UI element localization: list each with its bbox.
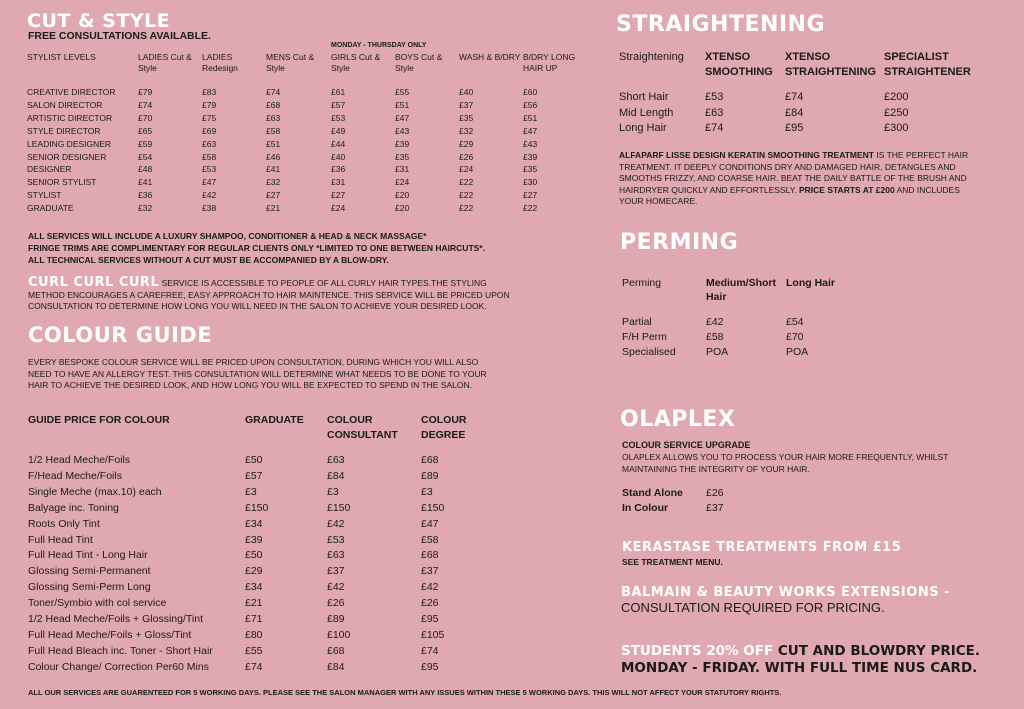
colour-guide-price-cell: £37 [421,565,439,578]
cut-style-price-cell: £58 [202,151,217,162]
cut-style-price-cell: £42 [202,190,217,201]
colour-guide-price-cell: £150 [327,501,351,514]
colour-guide-price-cell: £80 [245,628,263,641]
cut-style-price-cell: £38 [202,203,217,214]
colour-guide-row [28,644,488,660]
straightening-row-label: Mid Length [619,106,674,119]
colour-guide-price-cell: £34 [245,517,263,530]
colour-guide-price-cell: £34 [245,581,263,594]
cut-style-price-cell: £35 [395,151,410,162]
colour-guide-row [28,533,488,549]
cut-style-price-cell: £29 [459,138,474,149]
cut-style-row [27,99,587,112]
perming-table [622,276,842,360]
colour-header-row [28,413,488,453]
cut-style-price-cell: £79 [202,99,217,110]
cut-style-price-cell: £31 [395,164,410,175]
straightening-table [619,50,979,137]
straightening-price-cell: £300 [884,122,909,134]
straightening-price-cell: £53 [705,91,724,103]
colour-guide-price-cell: £39 [245,533,263,546]
cut-style-title: CUT & STYLE [27,10,171,32]
colour-guide-row [28,548,488,564]
cut-style-price-cell: £57 [331,99,346,110]
cut-style-row [27,86,587,99]
straightening-price-cell: £74 [705,122,724,134]
perming-price-cell: £54 [786,316,804,328]
extensions-sub: CONSULTATION REQUIRED FOR PRICING. [621,600,885,615]
colour-guide-price-cell: £42 [421,581,439,594]
perming-price-cell: £58 [706,331,724,343]
cut-style-price-cell: £22 [459,203,474,214]
colour-guide-price-cell: £84 [327,469,345,482]
cut-style-price-cell: £51 [395,99,410,110]
cut-style-price-cell: £74 [138,99,153,110]
cut-style-price-cell: £22 [523,203,538,214]
students-discount: STUDENTS 20% OFF [621,643,774,659]
colour-guide-row [28,628,488,644]
colour-guide-price-cell: £74 [421,644,439,657]
weekday-note: MONDAY - THURSDAY ONLY [331,42,427,49]
perming-header-row [622,276,842,315]
perming-title: PERMING [620,230,739,255]
perming-price-cell: POA [706,346,729,358]
olaplex-price-cell: £26 [706,487,724,499]
colour-guide-price-cell: £95 [421,613,439,626]
cut-style-price-cell: £20 [395,190,410,201]
cut-style-price-cell: £79 [138,87,153,97]
cut-style-row [27,176,587,189]
note-line: ALL SERVICES WILL INCLUDE A LUXURY SHAMPOO, CONDITIONER & HEAD & NECK MASSAGE* [28,231,427,241]
colour-guide-price-cell: £3 [327,485,339,498]
colour-guide-price-cell: £42 [327,581,345,594]
colour-guide-row-label: Full Head Tint [28,533,93,546]
cut-style-row-label: SENIOR STYLIST [27,177,97,188]
cut-style-price-cell: £41 [138,177,153,188]
header-medium-short: Medium/Short Hair [706,277,776,303]
kerastase-title: KERASTASE TREATMENTS FROM £15 [622,540,902,555]
cut-style-price-cell: £35 [459,112,474,123]
olaplex-text: OLAPLEX ALLOWS YOU TO PROCESS YOUR HAIR MORE FREQUENTLY, WHILST MAINTAINING THE INTEGRITY OF YOUR HAIR. [622,452,949,474]
cut-style-price-cell: £60 [523,87,538,97]
cut-style-price-cell: £22 [459,190,474,201]
cut-style-row-label: STYLIST [27,190,62,201]
straightening-price-cell: £200 [884,91,909,103]
colour-guide-price-cell: £21 [245,597,263,610]
extensions-title: BALMAIN & BEAUTY WORKS EXTENSIONS - [621,585,950,600]
straightening-row [619,90,979,106]
olaplex-row [622,501,746,516]
cut-style-header-row [27,52,587,86]
curl-text: SERVICE IS ACCESSIBLE TO PEOPLE OF ALL CURLY HAIR TYPES.THE STYLING METHOD ENCOURAGES A CAREFREE, EASY APPROACH TO HAIR MAINTENCE. THIS SERVICE WILL BE PRICED UPON CONSULTATION TO DETERMINE HOW LONG YOU WILL NEED IN THE SALON TO ACHIEVE YOUR DESIRED LOOK. [28,278,510,311]
header-ladies-redesign: LADIES Redesign [202,52,238,73]
colour-guide-price-cell: £58 [421,533,439,546]
colour-guide-row-label: Full Head Meche/Foils + Gloss/Tint [28,628,192,641]
cut-style-row-label: STYLE DIRECTOR [27,125,101,136]
colour-guide-row-label: Full Head Tint - Long Hair [28,549,148,562]
perming-price-cell: £42 [706,316,724,328]
cut-style-price-cell: £27 [523,190,538,201]
cut-style-price-cell: £56 [523,99,538,110]
colour-guide-table [28,413,488,676]
colour-guide-row [28,485,488,501]
cut-style-price-cell: £32 [266,177,281,188]
cut-style-price-cell: £31 [331,177,346,188]
colour-guide-price-cell: £74 [245,660,263,673]
keratin-title: ALFAPARF LISSE DESIGN KERATIN SMOOTHING TREATMENT [619,150,874,160]
header-girls-cut: GIRLS Cut & Style [331,52,381,73]
colour-guide-row [28,596,488,612]
colour-guide-price-cell: £37 [327,565,345,578]
cut-style-price-cell: £59 [138,138,153,149]
colour-guide-price-cell: £57 [245,469,263,482]
colour-guide-price-cell: £63 [327,454,345,466]
cut-style-subtitle: FREE CONSULTATIONS AVAILABLE. [28,30,211,42]
olaplex-price-cell: £37 [706,502,724,514]
cut-style-price-cell: £26 [459,151,474,162]
cut-style-price-cell: £49 [331,125,346,136]
straightening-row-label: Short Hair [619,91,669,103]
cut-style-price-cell: £27 [331,190,346,201]
colour-guide-price-cell: £95 [421,660,439,673]
cut-style-price-cell: £63 [202,138,217,149]
cut-style-price-cell: £53 [331,112,346,123]
colour-guide-price-cell: £53 [327,533,345,546]
cut-style-row-label: DESIGNER [27,164,72,175]
cut-style-price-cell: £35 [523,164,538,175]
perming-row [622,315,842,330]
colour-guide-price-cell: £68 [327,644,345,657]
colour-guide-price-cell: £3 [421,485,433,498]
cut-style-price-cell: £75 [202,112,217,123]
colour-guide-price-cell: £50 [245,454,263,466]
header-ladies-cut: LADIES Cut & Style [138,52,192,73]
cut-style-row [27,151,587,164]
colour-guide-row-label: 1/2 Head Meche/Foils [28,454,131,466]
cut-style-row [27,112,587,125]
colour-guide-row-label: Colour Change/ Correction Per60 Mins [28,660,209,673]
colour-guide-row-label: 1/2 Head Meche/Foils + Glossing/Tint [28,613,203,626]
header-specialist: SPECIALIST STRAIGHTENER [884,51,971,78]
colour-guide-price-cell: £3 [245,485,257,498]
colour-guide-price-cell: £68 [421,549,439,562]
straightening-price-cell: £250 [884,106,909,119]
header-colour-degree: COLOUR DEGREE [421,414,467,441]
perming-price-cell: £70 [786,331,804,343]
students-service: CUT AND BLOWDRY PRICE. [777,643,981,659]
colour-guide-title: COLOUR GUIDE [28,323,213,347]
cut-style-price-cell: £61 [331,87,346,97]
cut-style-price-cell: £43 [395,125,410,136]
cut-style-price-cell: £53 [202,164,217,175]
keratin-price: PRICE STARTS AT £200 [798,184,895,195]
colour-guide-row [28,501,488,517]
olaplex-table [622,486,746,516]
header-bdry-long: B/DRY LONG HAIR UP [523,52,576,73]
header-straightening: Straightening [619,51,684,63]
cut-style-price-cell: £65 [138,125,153,136]
students-line-1 [621,643,980,660]
cut-style-price-cell: £68 [266,99,281,110]
cut-style-row-label: SALON DIRECTOR [27,99,103,110]
cut-style-table [27,52,587,215]
cut-style-price-cell: £41 [266,164,281,175]
cut-style-price-cell: £69 [202,125,217,136]
perming-row-label: Partial [622,316,652,328]
header-mens-cut: MENS Cut & Style [266,52,315,73]
cut-style-price-cell: £32 [138,203,153,214]
cut-style-row [27,202,587,215]
colour-guide-price-cell: £26 [421,597,439,610]
colour-guide-price-cell: £55 [245,644,263,657]
header-xtenso-smoothing: XTENSO SMOOTHING [705,51,773,78]
colour-guide-row [28,660,488,676]
olaplex-subtitle: COLOUR SERVICE UPGRADE [622,440,751,450]
header-stylist-levels: STYLIST LEVELS [27,52,96,62]
curl-title: CURL CURL CURL [28,275,160,290]
colour-guide-price-cell: £84 [327,660,345,673]
perming-row-label: F/H Perm [622,331,667,343]
cut-style-price-cell: £37 [459,99,474,110]
cut-style-price-cell: £48 [138,164,153,175]
colour-guide-row-label: Full Head Bleach inc. Toner - Short Hair [28,644,213,657]
cut-style-price-cell: £39 [395,138,410,149]
cut-style-price-cell: £40 [459,87,474,97]
cut-style-price-cell: £63 [266,112,281,123]
cut-style-price-cell: £36 [331,164,346,175]
straightening-price-cell: £95 [785,122,804,134]
colour-guide-row [28,612,488,628]
colour-guide-price-cell: £100 [327,628,351,641]
cut-style-price-cell: £40 [331,151,346,162]
colour-guide-row-label: F/Head Meche/Foils [28,469,122,482]
cut-style-price-cell: £54 [138,151,153,162]
cut-style-price-cell: £36 [138,190,153,201]
colour-guide-row [28,469,488,485]
olaplex-row-label: In Colour [622,502,669,514]
cut-style-notes [28,230,485,266]
colour-guide-price-cell: £71 [245,613,263,626]
perming-row [622,345,842,360]
cut-style-row [27,163,587,176]
cut-style-price-cell: £24 [331,203,346,214]
footer-guarantee: ALL OUR SERVICES ARE GUARENTEED FOR 5 WORKING DAYS. PLEASE SEE THE SALON MANAGER WITH ANY ISSUES WITHIN THESE 5 WORKING DAYS. THIS WILL NOT AFFECT YOUR STATUTORY RIGHTS. [28,688,782,697]
header-graduate: GRADUATE [245,414,304,426]
cut-style-price-cell: £39 [523,151,538,162]
cut-style-price-cell: £24 [395,177,410,188]
keratin-tail: AND INCLUDES YOUR HOMECARE. [619,184,960,206]
colour-guide-row-label: Glossing Semi-Permanent [28,565,151,578]
cut-style-row-label: CREATIVE DIRECTOR [27,87,116,97]
perming-price-cell: POA [786,346,809,358]
colour-guide-price-cell: £26 [327,597,345,610]
header-long-hair: Long Hair [786,277,835,289]
straightening-price-cell: £84 [785,106,804,119]
colour-guide-price-cell: £89 [421,469,439,482]
cut-style-price-cell: £58 [266,125,281,136]
cut-style-price-cell: £47 [202,177,217,188]
cut-style-price-cell: £24 [459,164,474,175]
straightening-header-row [619,50,979,90]
colour-guide-row [28,517,488,533]
colour-guide-row-label: Single Meche (max.10) each [28,485,162,498]
cut-style-price-cell: £47 [523,125,538,136]
cut-style-price-cell: £27 [266,190,281,201]
colour-guide-row [28,453,488,469]
students-line-2: MONDAY - FRIDAY. WITH FULL TIME NUS CARD. [621,660,978,676]
perming-row-label: Specialised [622,346,676,358]
cut-style-price-cell: £70 [138,112,153,123]
cut-style-row-label: GRADUATE [27,203,74,214]
cut-style-price-cell: £46 [266,151,281,162]
cut-style-price-cell: £32 [459,125,474,136]
colour-guide-intro: EVERY BESPOKE COLOUR SERVICE WILL BE PRICED UPON CONSULTATION, DURING WHICH YOU WILL ALSO NEED TO HAVE AN ALLERGY TEST. THIS CONSULTATION WILL DETERMINE WHAT NEEDS TO BE DONE TO YOUR HAIR TO ACHIEVE THE DESIRED LOOK, AND HOW LONG YOU WILL BE EXPECTED TO SPEND IN THE SALON. [28,357,487,390]
olaplex-title: OLAPLEX [620,407,736,432]
cut-style-row [27,125,587,138]
cut-style-price-cell: £55 [395,87,410,97]
curl-section [28,277,523,313]
colour-guide-row-label: Roots Only Tint [28,517,100,530]
cut-style-row-label: ARTISTIC DIRECTOR [27,112,113,123]
colour-guide-row [28,580,488,596]
colour-guide-price-cell: £42 [327,517,345,530]
cut-style-price-cell: £51 [523,112,538,123]
cut-style-price-cell: £74 [266,87,281,97]
colour-guide-row-label: Toner/Symbio with col service [28,597,167,610]
header-guide-price: GUIDE PRICE FOR COLOUR [28,414,170,426]
straightening-title: STRAIGHTENING [616,12,826,37]
keratin-paragraph [619,150,979,208]
colour-guide-row-label: Balyage inc. Toning [28,501,119,514]
kerastase-sub: SEE TREATMENT MENU. [622,557,723,567]
colour-guide-price-cell: £105 [421,628,445,641]
cut-style-row-label: LEADING DESIGNER [27,138,112,149]
cut-style-row-label: SENIOR DESIGNER [27,151,107,162]
note-line: FRINGE TRIMS ARE COMPLIMENTARY FOR REGULAR CLIENTS ONLY *LIMITED TO ONE BETWEEN HAIRCUTS*. [28,243,485,253]
colour-guide-price-cell: £29 [245,565,263,578]
header-colour-consultant: COLOUR CONSULTANT [327,414,398,441]
olaplex-row [622,486,746,501]
colour-guide-price-cell: £47 [421,517,439,530]
header-boys-cut: BOYS Cut & Style [395,52,443,73]
cut-style-price-cell: £21 [266,203,281,214]
students-offer [621,643,980,677]
cut-style-price-cell: £47 [395,112,410,123]
header-wash-bdry: WASH & B/DRY [459,52,521,62]
colour-guide-row [28,564,488,580]
colour-guide-price-cell: £63 [327,549,345,562]
cut-style-price-cell: £44 [331,138,346,149]
cut-style-price-cell: £30 [523,177,538,188]
straightening-price-cell: £74 [785,91,804,103]
colour-guide-row-label: Glossing Semi-Perm Long [28,581,151,594]
header-xtenso-straightening: XTENSO STRAIGHTENING [785,51,877,78]
keratin-text: IS THE PERFECT HAIR TREATMENT. IT DEEPLY CONDITIONS DRY AND DAMAGED HAIR, DETANGLES AND SMOOTHS FRIZZY, AND COARSE HAIR. BEAT THE DAILY BATTLE OF THE BRUSH AND HAIRDRYER QUICKLY AND EFFORTLESSLY. [619,150,969,195]
straightening-price-cell: £63 [705,106,724,119]
colour-guide-price-cell: £50 [245,549,263,562]
straightening-row [619,121,979,137]
colour-guide-price-cell: £150 [245,501,269,514]
cut-style-price-cell: £22 [459,177,474,188]
colour-guide-price-cell: £68 [421,454,439,466]
cut-style-row [27,138,587,151]
straightening-row-label: Long Hair [619,122,667,134]
cut-style-price-cell: £20 [395,203,410,214]
header-perming: Perming [622,277,662,289]
straightening-row [619,106,979,122]
olaplex-row-label: Stand Alone [622,487,683,499]
cut-style-price-cell: £51 [266,138,281,149]
cut-style-price-cell: £83 [202,87,217,97]
cut-style-price-cell: £43 [523,138,538,149]
colour-guide-price-cell: £150 [421,501,445,514]
cut-style-row [27,189,587,202]
colour-guide-price-cell: £89 [327,613,345,626]
perming-row [622,330,842,345]
note-line: ALL TECHNICAL SERVICES WITHOUT A CUT MUST BE ACCOMPANIED BY A BLOW-DRY. [28,255,389,265]
